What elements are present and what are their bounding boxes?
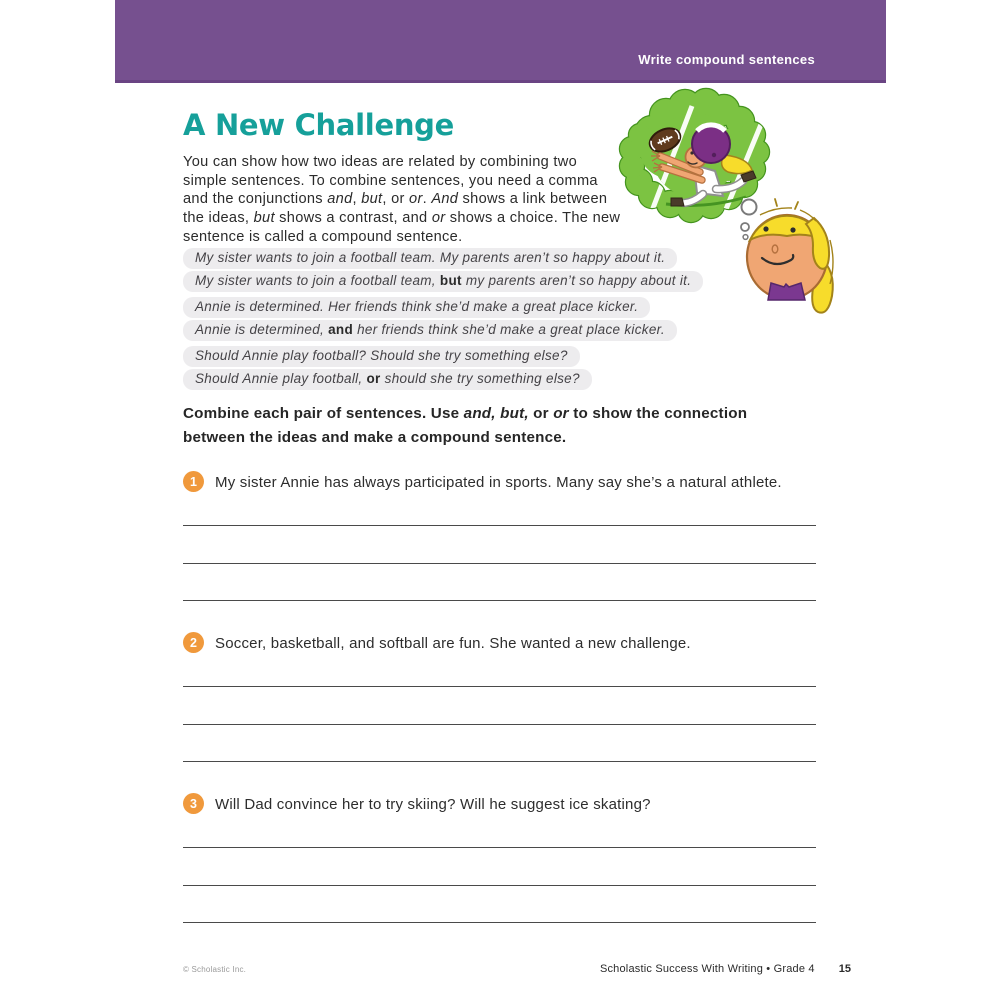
intro-paragraph	[183, 153, 643, 247]
question-text: Will Dad convince her to try skiing? Will he suggest ice skating?	[215, 796, 651, 813]
series-title: Scholastic Success With Writing • Grade 4	[599, 963, 815, 975]
question-text: Soccer, basketball, and softball are fun. She wanted a new challenge.	[215, 635, 691, 652]
girl-head	[747, 199, 833, 313]
answer-line[interactable]	[183, 761, 816, 762]
example-simple-sentences: Should Annie play football? Should she try something else?	[183, 346, 580, 367]
question-row	[183, 632, 816, 654]
question-number-badge: 2	[183, 632, 204, 653]
footer-right	[600, 963, 851, 975]
intro-line: sentence is called a compound sentence.	[183, 228, 463, 245]
answer-line[interactable]	[183, 922, 816, 923]
answer-line[interactable]	[183, 525, 816, 526]
answer-line[interactable]	[183, 600, 816, 601]
player-cleat	[671, 198, 684, 206]
answer-line[interactable]	[183, 885, 816, 886]
example-compound-sentence: Annie is determined, and her friends think she’d make a great place kicker.	[183, 320, 677, 341]
page-footer	[183, 963, 851, 975]
example-compound-sentence: Should Annie play football, or should she try something else?	[183, 369, 592, 390]
example-simple-sentences: Annie is determined. Her friends think she’d make a great place kicker.	[183, 297, 650, 318]
question-2	[183, 632, 816, 654]
page-number: 15	[838, 963, 851, 975]
question-text: My sister Annie has always participated in sports. Many say she’s a natural athlete.	[215, 474, 782, 491]
question-row	[183, 793, 816, 815]
answer-line[interactable]	[183, 847, 816, 848]
intro-line: simple sentences. To combine sentences, you need a comma	[183, 172, 598, 189]
intro-line: and the conjunctions and, but, or or. And shows a link between	[183, 191, 608, 208]
header-band	[115, 0, 886, 83]
header-skill-label: Write compound sentences	[638, 52, 815, 67]
question-row	[183, 471, 816, 493]
answer-line[interactable]	[183, 724, 816, 725]
example-pair	[183, 346, 703, 390]
directions-line: Combine each pair of sentences. Use and, but, or or to show the connection	[183, 405, 748, 422]
question-number-badge: 1	[183, 471, 204, 492]
example-compound-sentence: My sister wants to join a football team, but my parents aren’t so happy about it.	[183, 271, 703, 292]
page-title: A New Challenge	[183, 108, 454, 142]
girl-shirt-collar	[768, 283, 805, 300]
example-simple-sentences: My sister wants to join a football team. My parents aren’t so happy about it.	[183, 248, 677, 269]
answer-line[interactable]	[183, 686, 816, 687]
answer-line[interactable]	[183, 563, 816, 564]
copyright-text: © Scholastic Inc.	[183, 965, 247, 974]
intro-line: the ideas, but shows a contrast, and or shows a choice. The new	[183, 210, 621, 227]
directions-line: between the ideas and make a compound sentence.	[183, 428, 567, 446]
question-number-badge: 3	[183, 793, 204, 814]
directions	[183, 402, 803, 449]
intro-line: You can show how two ideas are related by combining two	[183, 154, 577, 170]
question-3	[183, 793, 816, 815]
question-1	[183, 471, 816, 493]
girl-daydreaming-illustration	[595, 85, 895, 325]
